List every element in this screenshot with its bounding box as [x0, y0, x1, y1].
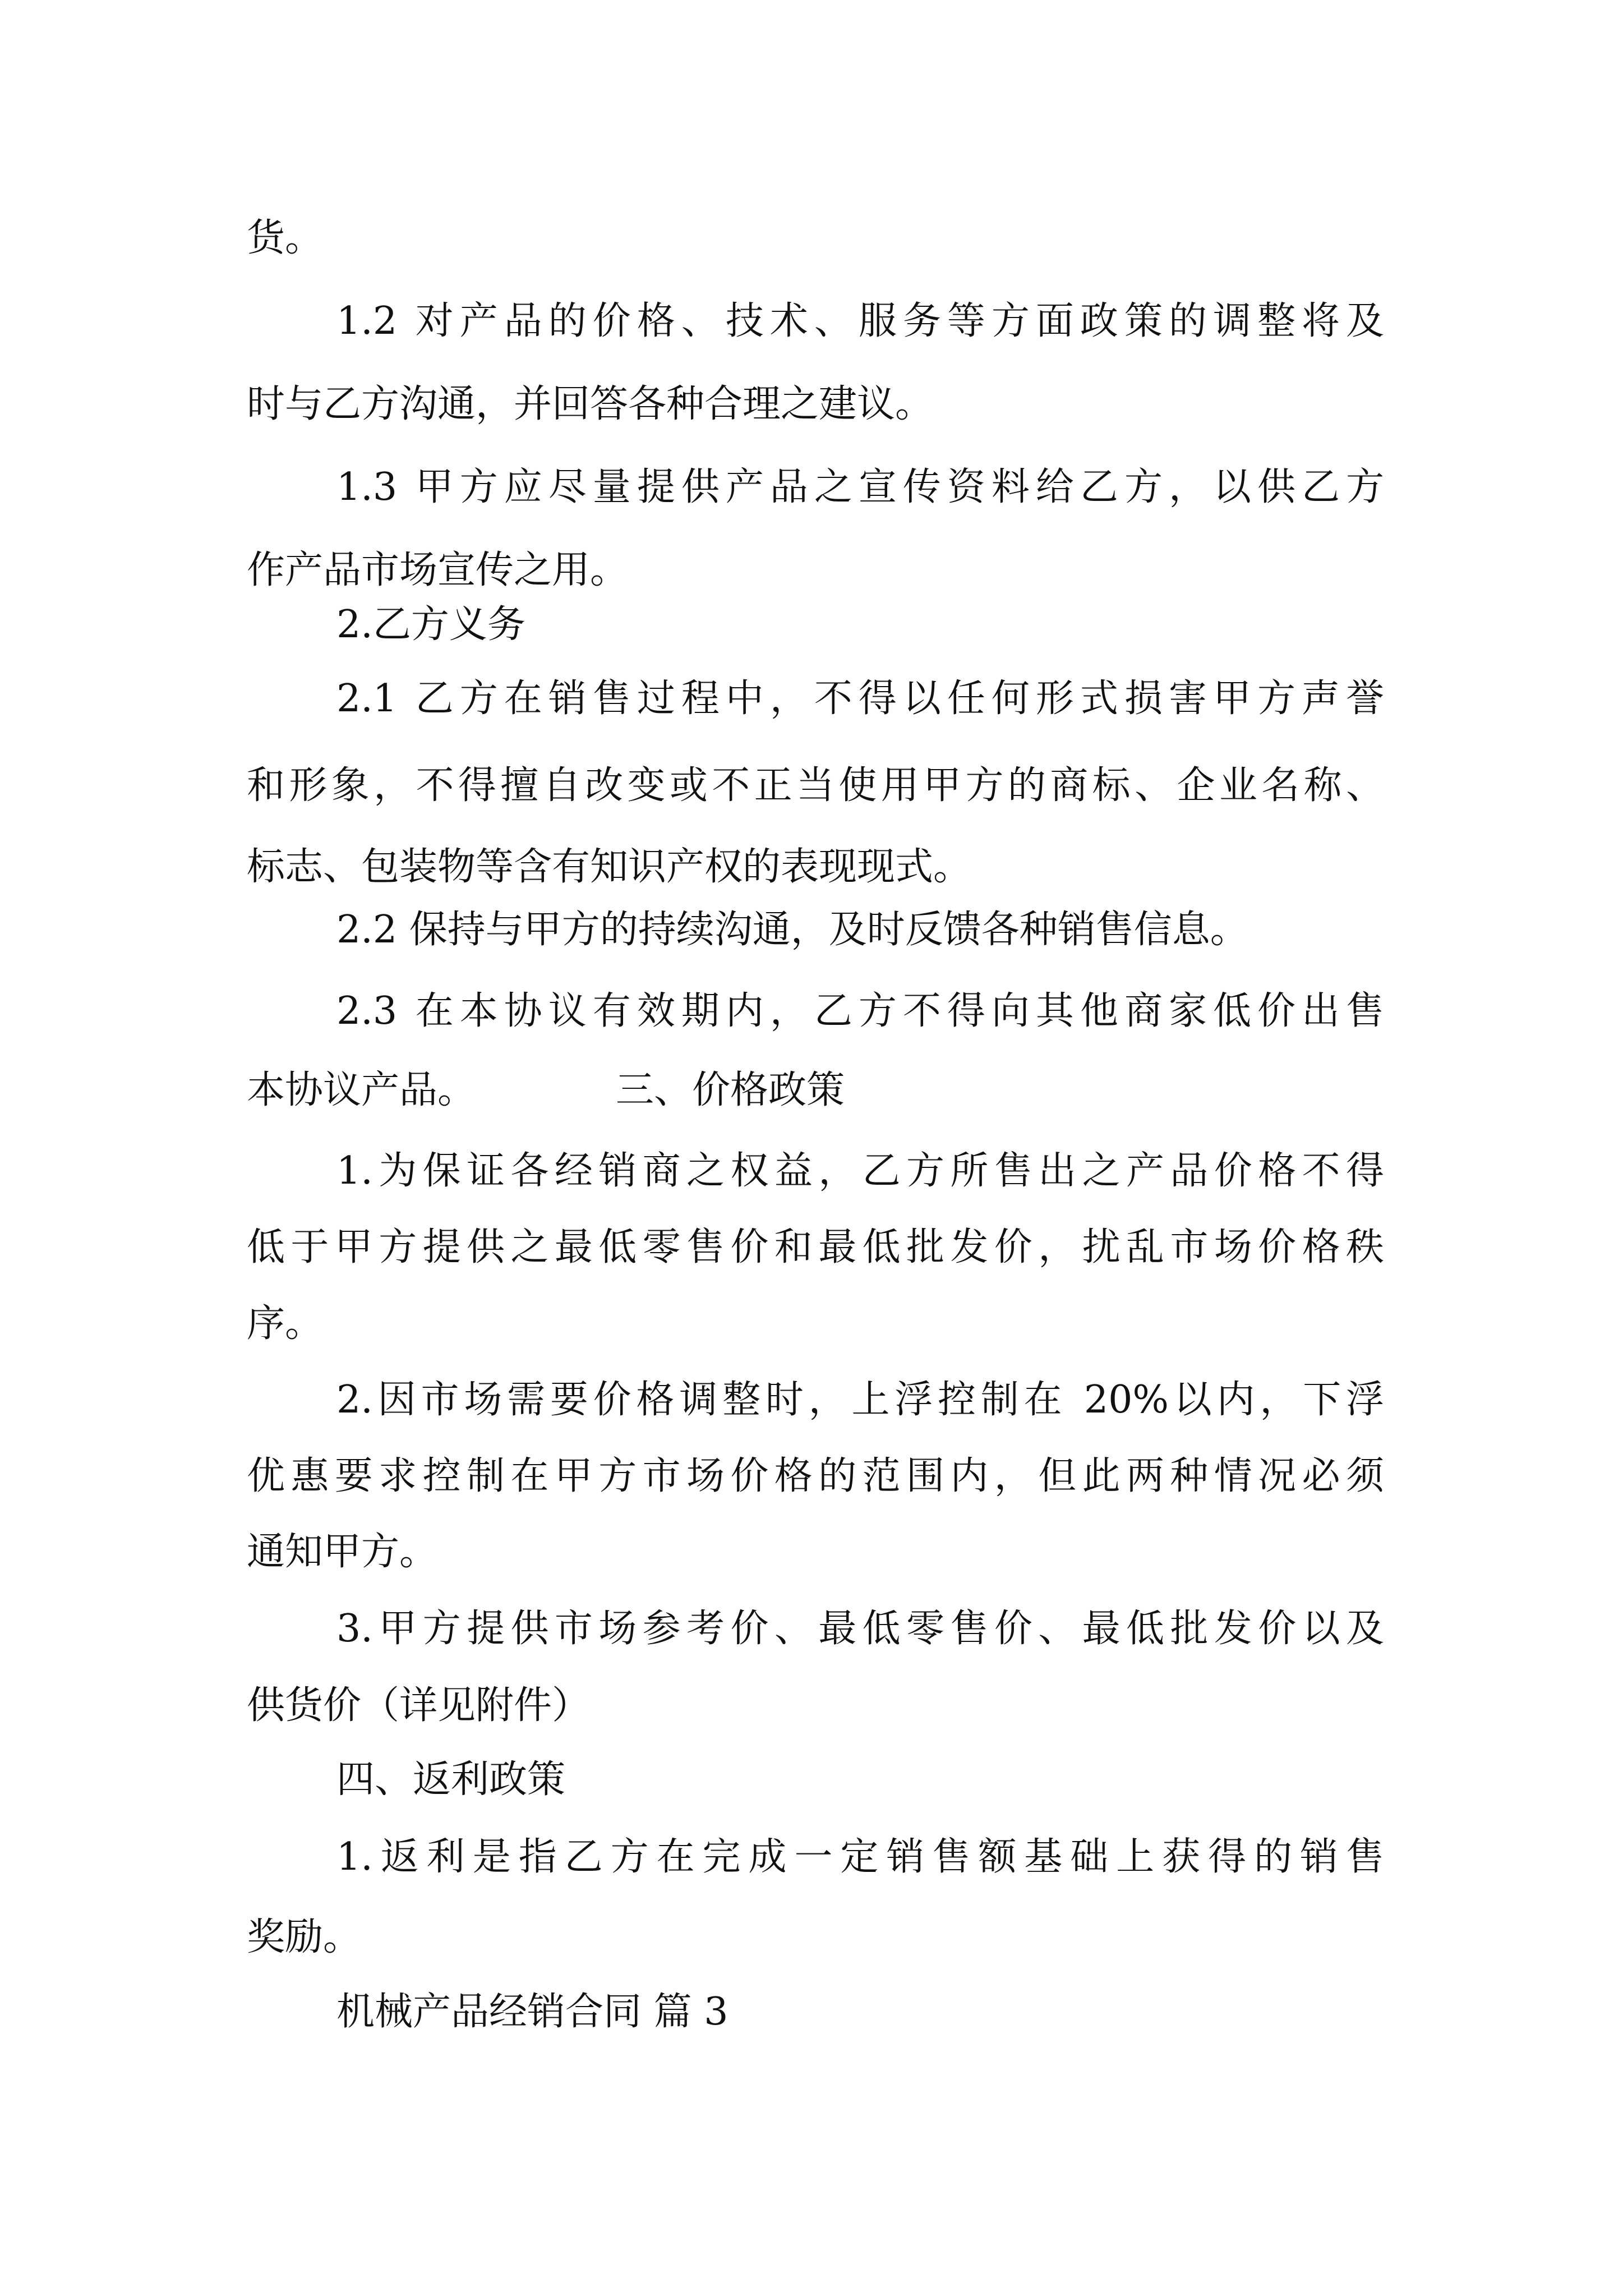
text-fragment: 本协议产品。	[247, 1068, 476, 1112]
text-line: 1.为保证各经销商之权益，乙方所售出之产品价格不得	[336, 1149, 1384, 1193]
text-line: 标志、包装物等含有知识产权的表现现式。	[247, 845, 972, 889]
text-line	[247, 1051, 845, 1130]
text-line: 序。	[247, 1301, 324, 1346]
text-line: 通知甲方。	[247, 1530, 438, 1574]
text-line: 1.3 甲方应尽量提供产品之宣传资料给乙方，以供乙方	[336, 465, 1384, 509]
text-line: 供货价（详见附件）	[247, 1683, 591, 1728]
text-line: 2.1 乙方在销售过程中，不得以任何形式损害甲方声誉	[336, 677, 1384, 721]
text-line: 优惠要求控制在甲方市场价格的范围内，但此两种情况必须	[247, 1454, 1384, 1498]
text-line: 和形象，不得擅自改变或不正当使用甲方的商标、企业名称、	[247, 763, 1384, 808]
text-line: 作产品市场宣传之用。	[247, 548, 629, 592]
text-line: 奖励。	[247, 1915, 362, 1959]
text-line: 2.3 在本协议有效期内，乙方不得向其他商家低价出售	[336, 989, 1384, 1033]
text-line: 货。	[247, 216, 324, 260]
section-heading: 四、返利政策	[336, 1757, 566, 1802]
text-line: 2.因市场需要价格调整时，上浮控制在 20%以内，下浮	[336, 1378, 1384, 1422]
section-heading: 三、价格政策	[616, 1068, 845, 1112]
text-line: 3.甲方提供市场参考价、最低零售价、最低批发价以及	[336, 1607, 1384, 1651]
text-line: 低于甲方提供之最低零售价和最低批发价，扰乱市场价格秩	[247, 1225, 1384, 1269]
section-heading: 机械产品经销合同 篇 3	[336, 1990, 728, 2034]
text-line: 2.2 保持与甲方的持续沟通，及时反馈各种销售信息。	[336, 908, 1248, 952]
text-line: 时与乙方沟通，并回答各种合理之建议。	[247, 382, 934, 426]
text-line: 1.返利是指乙方在完成一定销售额基础上获得的销售	[336, 1835, 1384, 1879]
text-line: 1.2 对产品的价格、技术、服务等方面政策的调整将及	[336, 299, 1384, 343]
section-heading: 2.乙方义务	[336, 602, 525, 647]
